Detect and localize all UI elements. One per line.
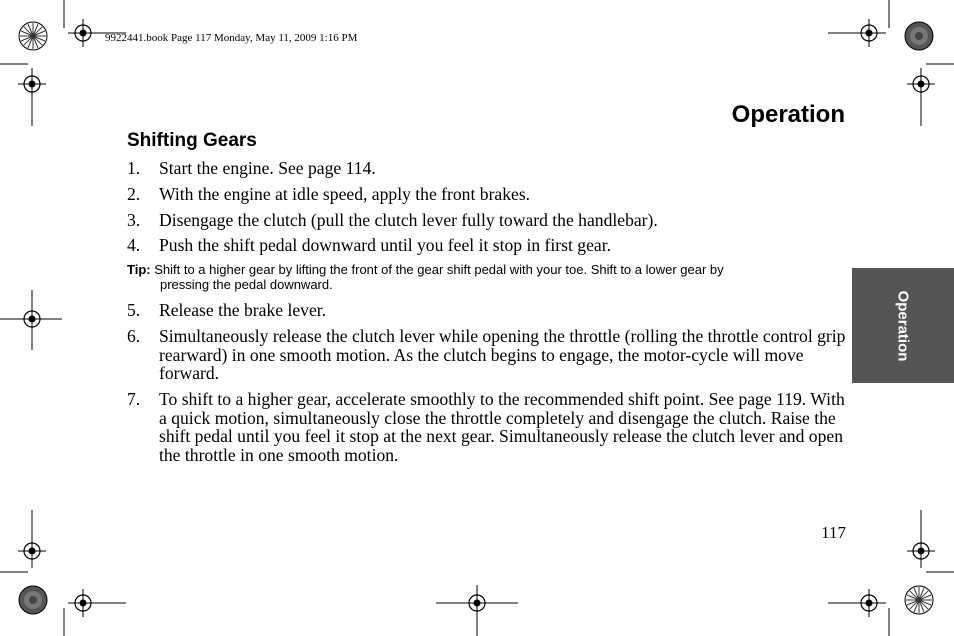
step-number: 3. <box>127 210 141 230</box>
tip-note <box>127 262 849 292</box>
step-number: 5. <box>127 300 141 320</box>
step-number: 7. <box>127 389 141 409</box>
step-1 <box>127 159 849 178</box>
step-7 <box>127 390 849 464</box>
step-text: Simultaneously release the clutch lever while opening the throttle (rolling the throttle control grip rearward) in one smooth motion. As the clutch begins to engage, the motor-cycle will move forward. <box>159 326 846 384</box>
step-text: Push the shift pedal downward until you feel it stop in first gear. <box>159 235 611 255</box>
tip-text-line2: pressing the pedal downward. <box>160 277 333 292</box>
tip-text-line1: Shift to a higher gear by lifting the front of the gear shift pedal with your toe. Shift to a lower gear by <box>154 262 724 277</box>
step-text: Release the brake lever. <box>159 300 327 320</box>
step-number: 6. <box>127 326 141 346</box>
step-text: To shift to a higher gear, accelerate smoothly to the recommended shift point. See page 119. With a quick motion, simultaneously close the throttle completely and disengage the clutch. Raise the shift pedal until you feel it stop at the next gear. Simultaneously release the clutch lever and open the throttle in one smooth motion. <box>159 389 845 465</box>
chapter-title: Operation <box>731 101 845 128</box>
step-text: Disengage the clutch (pull the clutch lever fully toward the handlebar). <box>159 210 658 230</box>
step-text: With the engine at idle speed, apply the front brakes. <box>159 184 531 204</box>
section-heading: Shifting Gears <box>127 130 257 151</box>
step-number: 4. <box>127 235 141 255</box>
side-tab-label: Operation <box>894 290 912 361</box>
step-number: 2. <box>127 184 141 204</box>
step-3 <box>127 211 849 230</box>
print-header: 9922441.book Page 117 Monday, May 11, 2009 1:16 PM <box>105 32 358 44</box>
step-text: Start the engine. See page 114. <box>159 158 376 178</box>
step-2 <box>127 185 849 204</box>
step-5 <box>127 301 849 320</box>
step-number: 1. <box>127 158 141 178</box>
step-6 <box>127 327 849 383</box>
chapter-side-tab <box>852 268 954 383</box>
page-number: 117 <box>821 523 846 542</box>
tip-label: Tip: <box>127 262 151 277</box>
step-4 <box>127 236 849 255</box>
